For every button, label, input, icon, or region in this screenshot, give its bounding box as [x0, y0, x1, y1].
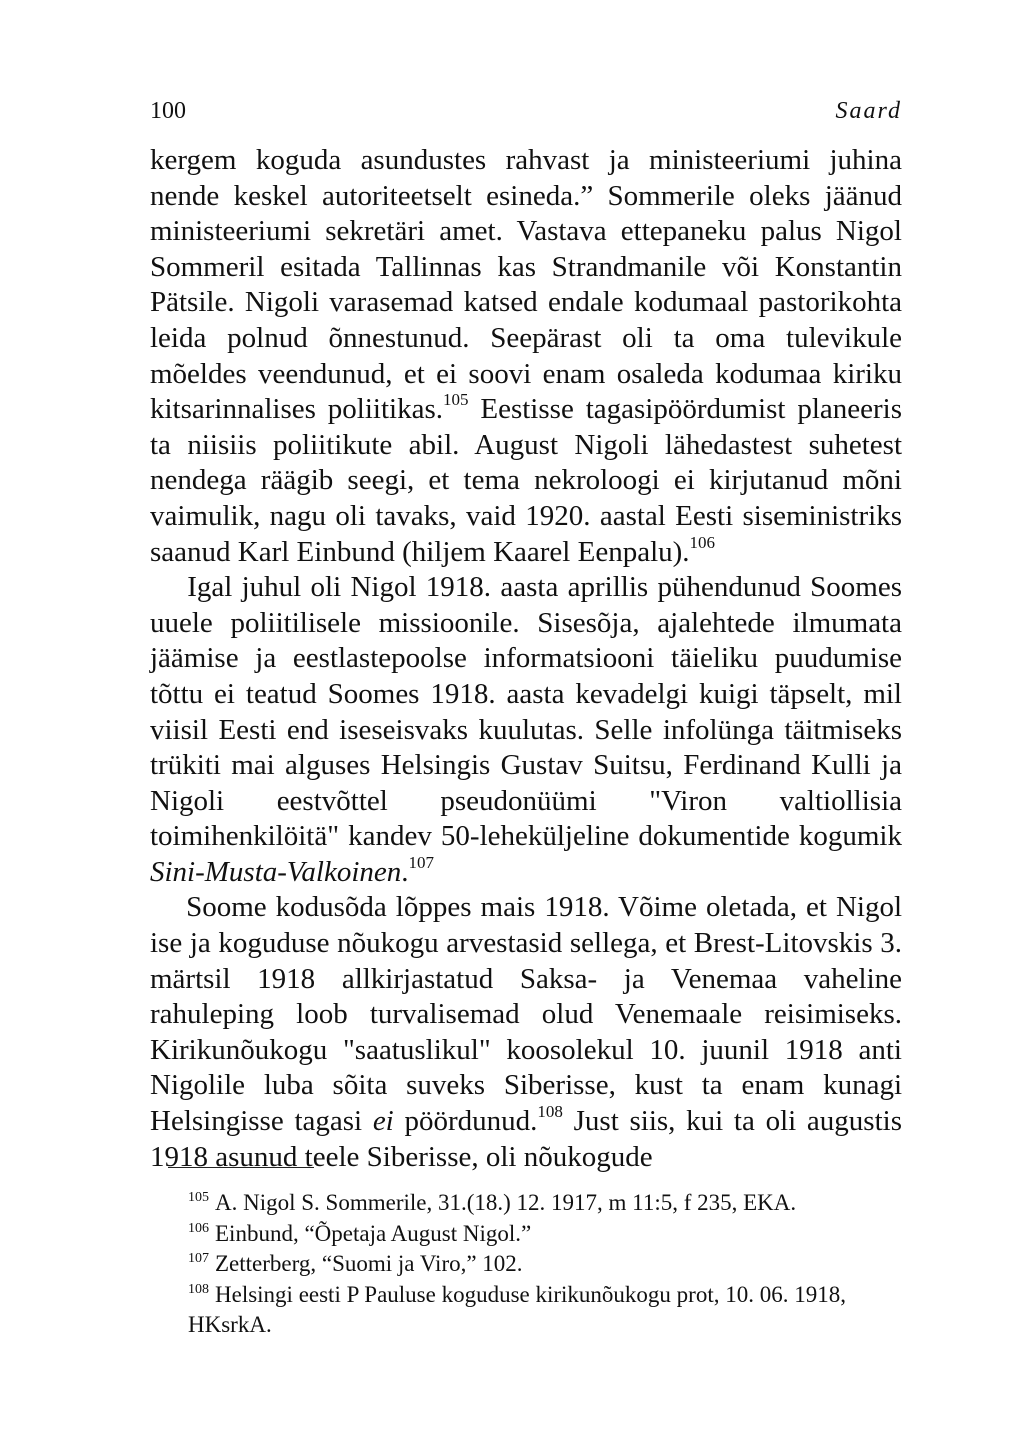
text-run: Igal juhul oli Nigol 1918. aasta aprillis pühendunud Soomes uuele poliitilisele missioonile. Sisesõja, ajalehtede ilmumata jäämise ja eestlastepoolse informatsiooni täieliku puudumise tõttu ei teatud Soomes 1918. aasta kevadelgi kuigi täpselt, mil viisil Eesti end iseseisvaks kuulutas. Selle infolünga täitmiseks trükiti mai alguses Helsingis Gustav Suitsu, Ferdinand Kulli ja Nigoli eestvõttel pseudonüümi "Viron valtiollisia toimihenkilöitä" kandev 50-leheküljeline dokumentide kogumik — [150, 571, 902, 853]
footnote — [188, 1219, 902, 1250]
paragraph — [150, 570, 902, 890]
page-number: 100 — [150, 98, 186, 124]
paragraph — [150, 143, 902, 570]
footnote-rule — [168, 1167, 314, 1168]
footnote-text: Helsingi eesti P Pauluse koguduse kirikunõukogu prot, 10. 06. 1918, HKsrkA. — [188, 1281, 846, 1337]
body-text — [150, 143, 902, 1175]
footnotes — [188, 1188, 902, 1341]
italic-title: Sini-Musta-Valkoinen — [150, 855, 402, 888]
text-run: Eestisse tagasipöördumist planeeris ta niisiis poliitikute abil. August Nigoli lähedastest suhetest nendega räägib seegi, et tema nekroloogi ei kirjutanud mõni vaimulik, nagu oli tavaks, vaid 1920. aastal Eesti siseministriks saanud Karl Einbund (hiljem Kaarel Eenpalu). — [150, 393, 903, 568]
footnote-text: A. Nigol S. Sommerile, 31.(18.) 12. 1917, m 11:5, f 235, EKA. — [215, 1190, 797, 1215]
running-header — [150, 98, 902, 130]
running-title: Saard — [835, 98, 902, 124]
footnote-text: Einbund, “Õpetaja August Nigol.” — [215, 1220, 532, 1246]
text-run: . — [401, 855, 409, 888]
footnote-ref: 108 — [537, 1102, 563, 1122]
footnote — [188, 1188, 902, 1219]
text-run: Just siis, kui ta oli augustis 1918 asunud teele Siberisse, oli nõukogude — [150, 1105, 902, 1173]
footnote-number: 105 — [188, 1190, 209, 1205]
footnote-text: Zetterberg, “Suomi ja Viro,” 102. — [215, 1251, 523, 1276]
footnote-ref: 106 — [689, 532, 716, 552]
text-run: pöördunud. — [393, 1105, 538, 1138]
text-run: Soome kodusõda lõppes mais 1918. Võime oletada, et Nigol ise ja koguduse nõukogu arvestasid sellega, et Brest-Litovskis 3. märtsil 1918 allkirjastatud Saksa- ja Venemaa vaheline rahuleping loob turvalisemad olud Venemaale reisimiseks. Kirikunõukogu "saatuslikul" koosolekul 10. juunil 1918 anti Nigolile luba sõita suveks Siberisse, kust ta enam kunagi Helsingisse tagasi — [150, 891, 902, 1138]
text-run: kergem koguda asundustes rahvast ja ministeeriumi juhina nende keskel autoriteetselt esineda.” Sommerile oleks jäänud ministeeriumi sekretäri amet. Vastava ettepaneku palus Nigol Sommeril esitada Tallinnas kas Strandmanile või Konstantin Pätsile. Nigoli varasemad katsed endale kodumaal pastorikohta leida polnud õnnestunud. Seepärast oli ta oma tulevikule mõeldes veendunud, et ei soovi enam osaleda kodumaa kiriku kitsarinnalises poliitikas. — [150, 144, 902, 426]
footnote-ref: 105 — [443, 390, 469, 410]
footnote-number: 107 — [188, 1251, 209, 1266]
footnote-ref: 107 — [408, 852, 435, 872]
footnote — [188, 1249, 902, 1280]
footnote-number: 108 — [188, 1281, 209, 1297]
footnote — [188, 1280, 902, 1341]
paragraph — [150, 890, 902, 1175]
footnote-number: 106 — [188, 1220, 209, 1236]
italic-word: ei — [372, 1105, 394, 1138]
